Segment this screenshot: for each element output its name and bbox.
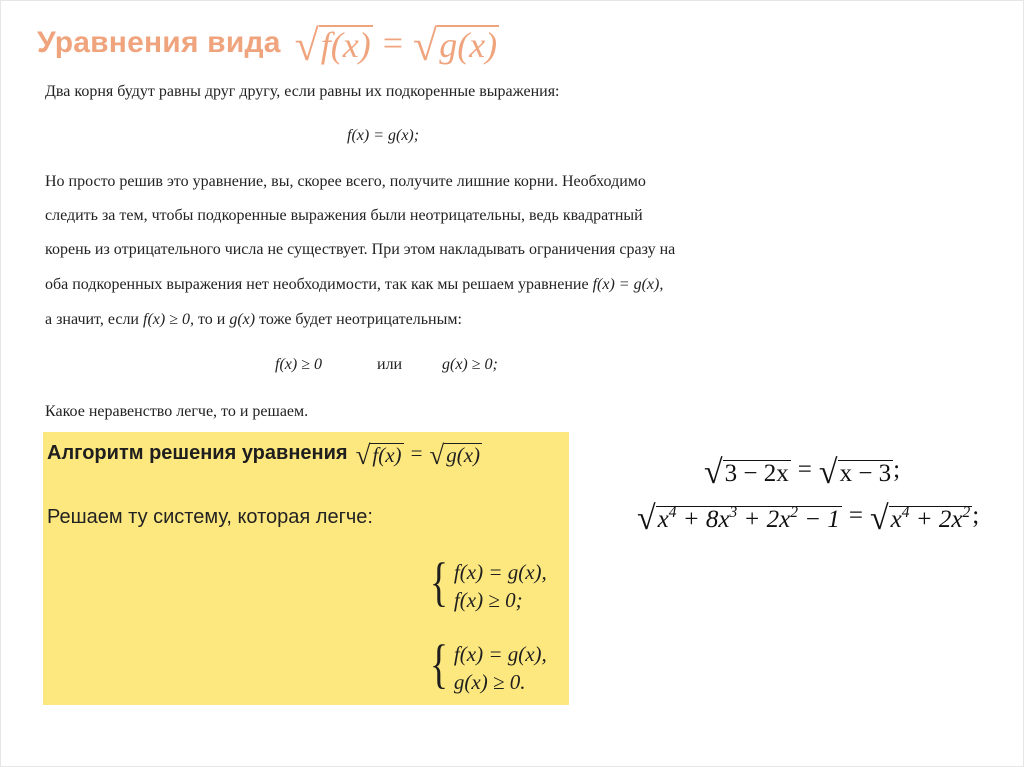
paragraph-2-line-2: следить за тем, чтобы подкоренные выражения были неотрицательны, ведь квадратный	[45, 207, 643, 224]
title-lhs: f(x)	[320, 25, 371, 66]
paragraph-1: Два корня будут равны друг другу, если равны их подкоренные выражения:	[45, 83, 560, 100]
example-equation-1	[704, 453, 901, 491]
paragraph-2-line-4	[45, 276, 663, 294]
slide-title	[37, 18, 499, 68]
algo-rhs: g(x)	[446, 443, 481, 468]
p2-line5-math2: g(x)	[229, 311, 256, 328]
ex1-sqrt-left: √ 3 − 2x	[704, 454, 789, 491]
title-sqrt-left: √ f(x)	[294, 21, 371, 70]
example-equation-2	[637, 499, 980, 537]
p2-line5-a: а значит, если	[45, 311, 139, 328]
title-text: Уравнения вида	[37, 26, 281, 59]
algo-op: =	[410, 440, 423, 465]
system-1-brace: {	[429, 552, 449, 612]
algo-sqrt-left: √ f(x)	[355, 439, 402, 470]
p2-line5-b: то и	[197, 311, 226, 328]
p2-line4-math: f(x) = g(x),	[592, 276, 664, 293]
ex1-lhs: 3 − 2x	[724, 459, 789, 487]
system-1	[426, 552, 547, 614]
ex2-op: =	[848, 502, 863, 529]
p2-line4-text: оба подкоренных выражения нет необходимости, так как мы решаем уравнение	[45, 276, 589, 293]
title-sqrt-right: √ g(x)	[413, 21, 498, 70]
system-2	[426, 634, 547, 696]
ex2-rhs: $x^4 + 2x^2$	[890, 503, 971, 533]
paragraph-2-line-1: Но просто решив это уравнение, вы, скорее всего, получите лишние корни. Необходимо	[45, 173, 646, 190]
condition-middle: или	[377, 356, 403, 373]
algorithm-title-equation	[355, 439, 482, 470]
ex1-rhs: x − 3	[839, 459, 892, 487]
ex2-lhs: $x^4 + 8x^3 + 2x^2 - 1$	[657, 503, 840, 533]
ex1-sqrt-right: √ x − 3	[818, 454, 892, 491]
algorithm-box	[43, 432, 569, 705]
system-2-line-2: g(x) ≥ 0.	[453, 670, 526, 694]
title-rhs: g(x)	[439, 25, 498, 66]
algorithm-subtitle: Решаем ту систему, которая легче:	[47, 506, 373, 528]
condition-right: g(x) ≥ 0;	[442, 356, 498, 373]
condition-left: f(x) ≥ 0	[275, 356, 322, 373]
formula-equality: f(x) = g(x);	[347, 127, 420, 144]
ex1-end: ;	[893, 456, 901, 483]
paragraph-2-line-5	[45, 311, 462, 329]
paragraph-2-line-3: корень из отрицательного числа не существует. При этом накладывать ограничения сразу на	[45, 241, 676, 258]
system-2-line-1: f(x) = g(x),	[453, 642, 547, 666]
title-op: =	[382, 23, 404, 63]
ex2-sqrt-left: √ $x^4 + 8x^3 + 2x^2 - 1$	[637, 500, 840, 537]
ex2-end: ;	[972, 502, 980, 529]
title-equation	[294, 21, 500, 70]
algorithm-title-text: Алгоритм решения уравнения	[47, 441, 348, 464]
algo-sqrt-right: √ g(x)	[429, 439, 481, 470]
system-1-line-1: f(x) = g(x),	[453, 560, 547, 584]
p2-line5-c: тоже будет неотрицательным:	[259, 311, 462, 328]
ex1-op: =	[797, 456, 812, 483]
algorithm-title	[47, 436, 482, 470]
system-1-line-2: f(x) ≥ 0;	[453, 588, 523, 612]
algo-lhs: f(x)	[372, 443, 402, 468]
system-2-brace: {	[429, 634, 449, 694]
ex2-sqrt-right: √ $x^4 + 2x^2$	[869, 500, 971, 537]
paragraph-3: Какое неравенство легче, то и решаем.	[45, 403, 309, 420]
p2-line5-math1: f(x) ≥ 0,	[143, 311, 194, 328]
